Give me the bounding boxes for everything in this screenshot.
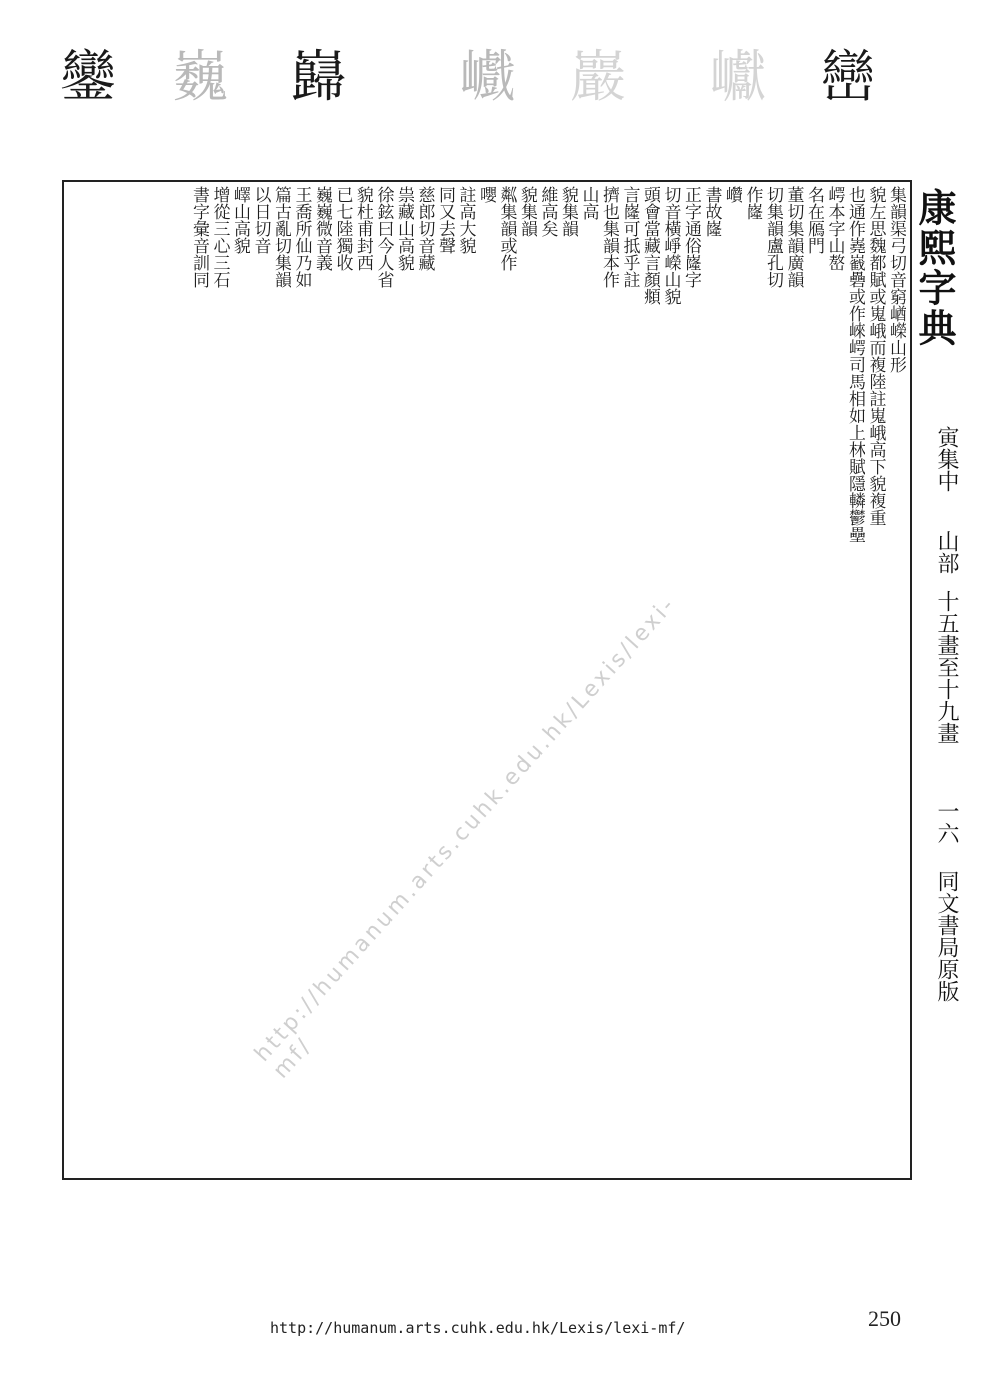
text-column: 集韻渠弓切音窮崷嶸山形 — [886, 186, 906, 373]
text-column: 祟藏山高貌 — [394, 186, 414, 271]
dictionary-body — [66, 186, 906, 1176]
text-column: 慈郎切音藏 — [414, 186, 435, 271]
text-column: 切音橫崢嶸山貌 — [660, 186, 681, 305]
text-column: 嚶 — [476, 186, 496, 203]
seal-glyph: 巘 — [710, 45, 766, 110]
text-column: 徐鉉曰今人省 — [373, 186, 394, 288]
text-column: 切集韻盧孔切 — [763, 186, 783, 288]
seal-glyph: 鑾 — [60, 45, 116, 110]
volume-section: 寅集中 — [934, 426, 959, 492]
text-column: 言嶐可抵乎註 — [619, 186, 640, 288]
text-column: 作嶐 — [742, 186, 763, 220]
text-column: 篇古亂切集韻 — [271, 186, 291, 288]
text-column: 嶧山高貌 — [230, 186, 250, 254]
text-column: 書故嶐 — [701, 186, 722, 237]
text-column: 粼集韻或作 — [496, 186, 517, 271]
stroke-range: 十五畫至十九畫 — [934, 590, 959, 744]
text-column: 同又去聲 — [435, 186, 455, 254]
text-column: 貌集韻 — [558, 186, 578, 237]
text-column: 以日切音 — [250, 186, 271, 254]
seal-glyph: 巇 — [460, 45, 516, 110]
text-column: 擠也集韻本作 — [599, 186, 619, 288]
text-column: 貌左思魏都賦或嵬峨而複陸註嵬峨高下貌複重 — [865, 186, 886, 526]
watermark: http://humanum.arts.cuhk.edu.hk/Lexis/lexi-mf/ — [250, 591, 682, 1084]
radical-label: 山部 — [934, 530, 959, 574]
text-column: 增從三心三石 — [209, 186, 230, 288]
text-column: 貌集韻 — [517, 186, 537, 237]
page-number: 250 — [868, 1306, 901, 1331]
text-column: 巍巍微音義 — [312, 186, 332, 271]
seal-glyph: 巖 — [570, 45, 626, 110]
text-column: 維高矣 — [537, 186, 558, 237]
text-column: 也通作嶤巀礨或作崍崿司馬相如上林賦隱轔鬱壘 — [845, 186, 865, 543]
text-column: 書字彙音訓同 — [189, 186, 209, 288]
text-column: 已七陸獨收 — [332, 186, 353, 271]
text-column: 山高 — [578, 186, 599, 220]
source-url[interactable]: http://humanum.arts.cuhk.edu.hk/Lexis/lexi-mf/ — [270, 1319, 686, 1337]
text-column: 董切集韻廣韻 — [783, 186, 804, 288]
dictionary-title: 康熙字典 — [912, 188, 957, 348]
publisher: 同文書局原版 — [934, 870, 959, 1002]
text-column: 頭會當藏言顏頫 — [640, 186, 660, 305]
seal-script-row — [60, 45, 920, 128]
seal-glyph: 巋 — [290, 45, 346, 110]
page-index: 一六 — [934, 800, 959, 844]
text-column: 名在鴈門 — [804, 186, 824, 254]
running-header — [912, 180, 962, 1180]
text-column: 巑 — [722, 186, 742, 203]
seal-glyph: 巒 — [820, 45, 876, 110]
text-column: 註高大貌 — [455, 186, 476, 254]
text-column: 正字通俗嶐字 — [681, 186, 701, 288]
text-column: 貌杜甫封西 — [353, 186, 373, 271]
text-column: 崿本字山嶅 — [824, 186, 845, 271]
text-column: 王喬所仙乃如 — [291, 186, 312, 288]
seal-glyph: 巍 — [172, 45, 228, 110]
